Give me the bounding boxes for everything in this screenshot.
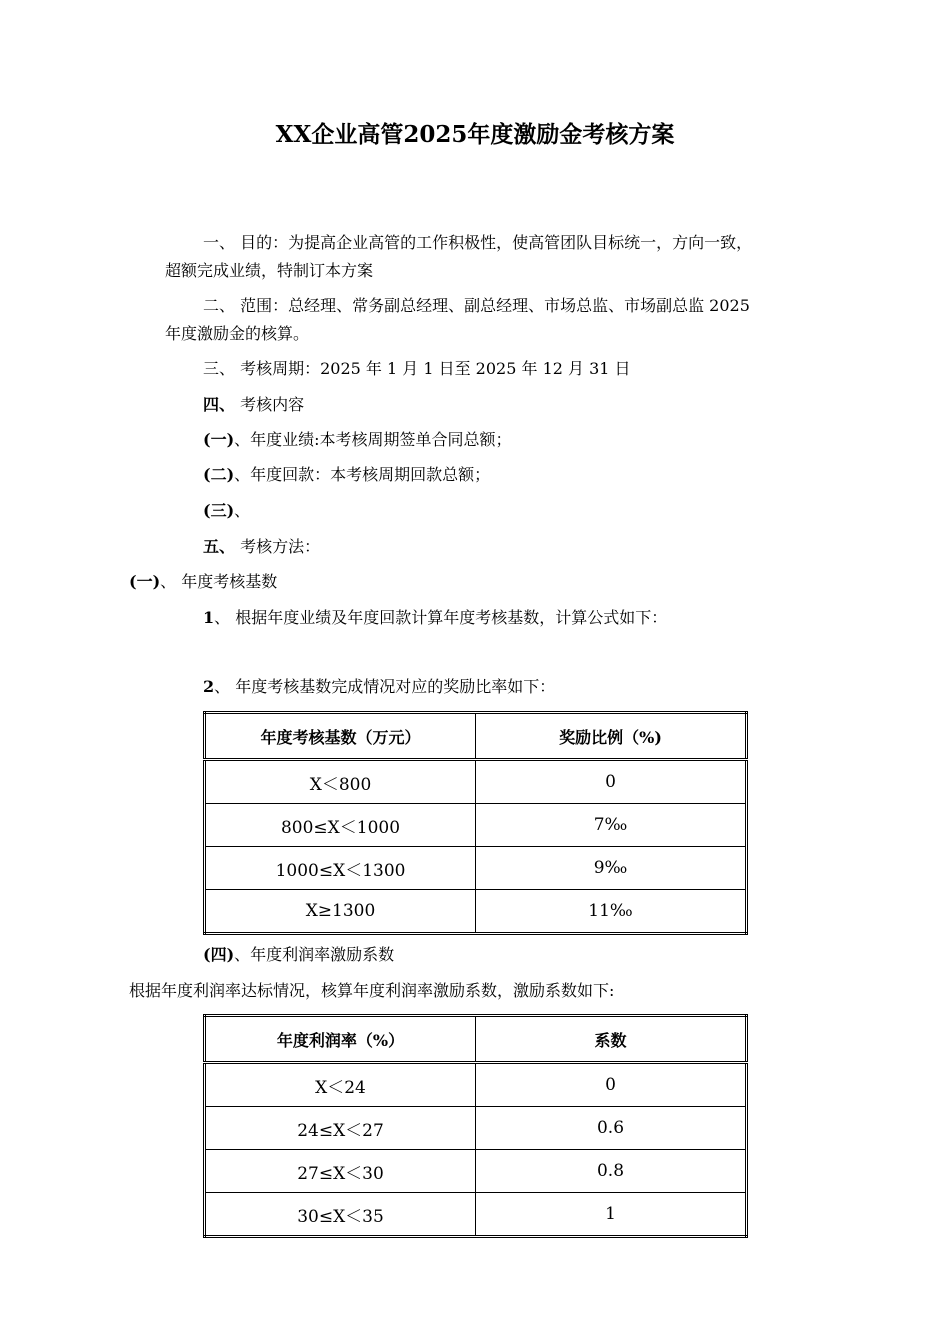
table-cell: 11‰ — [476, 890, 747, 934]
profit-heading — [203, 944, 394, 966]
method-sub-1-number: 1 — [203, 608, 215, 627]
method-item-1-text: 、 年度考核基数 — [160, 572, 278, 591]
method-item-1 — [129, 571, 277, 593]
method-item-1-number: (一) — [129, 572, 161, 591]
table-header-row — [205, 1016, 747, 1063]
scope-line-1: 二、 范围：总经理、常务副总经理、副总经理、市场总监、市场副总监 2025 — [203, 296, 750, 315]
content-heading-text: 考核内容 — [235, 395, 305, 414]
table-header-cell: 年度考核基数（万元） — [205, 713, 476, 760]
table-cell: 24≤X＜27 — [205, 1107, 476, 1150]
table-cell: X＜800 — [205, 760, 476, 804]
table-cell: 0 — [476, 760, 747, 804]
table-cell: 30≤X＜35 — [205, 1193, 476, 1237]
method-sub-2-number: 2 — [203, 677, 215, 696]
table-cell: 0.8 — [476, 1150, 747, 1193]
content-heading — [203, 394, 304, 416]
table-cell: 7‰ — [476, 804, 747, 847]
document-title: XX企业高管2025年度激励金考核方案 — [275, 121, 675, 148]
content-item-3 — [203, 500, 250, 522]
table-cell: X≥1300 — [205, 890, 476, 934]
table-cell: 0.6 — [476, 1107, 747, 1150]
period-line: 三、 考核周期：2025 年 1 月 1 日至 2025 年 12 月 31 日 — [203, 359, 631, 378]
profit-heading-text: 、年度利润率激励系数 — [234, 945, 395, 964]
content-item-3-text: 、 — [234, 501, 251, 520]
content-item-2-number: (二) — [203, 465, 235, 484]
purpose-line-2: 超额完成业绩，特制订本方案 — [165, 261, 374, 280]
content-heading-number: 四、 — [203, 395, 236, 414]
table-row — [205, 847, 747, 890]
table-header-cell: 年度利润率（%） — [205, 1016, 476, 1063]
table-header-cell: 系数 — [476, 1016, 747, 1063]
content-item-3-number: (三) — [203, 501, 235, 520]
table-header-cell: 奖励比例（%) — [476, 713, 747, 760]
profit-heading-number: (四) — [203, 945, 235, 964]
content-item-2 — [203, 464, 490, 486]
table-row — [205, 1063, 747, 1107]
content-item-2-text: 、年度回款：本考核周期回款总额； — [234, 465, 491, 484]
table-row — [205, 1150, 747, 1193]
table-row — [205, 1107, 747, 1150]
method-heading-text: 考核方法： — [235, 537, 321, 556]
purpose-line-1: 一、 目的：为提高企业高管的工作积极性，使高管团队目标统一，方向一致， — [203, 233, 753, 252]
reward-ratio-table — [203, 711, 748, 935]
method-heading-number: 五、 — [203, 537, 236, 556]
table-header-row — [205, 713, 747, 760]
method-sub-1 — [203, 607, 667, 629]
table-row — [205, 890, 747, 934]
table-cell: 9‰ — [476, 847, 747, 890]
table-cell: 1 — [476, 1193, 747, 1237]
content-item-1-number: (一) — [203, 430, 235, 449]
profit-description: 根据年度利润率达标情况，核算年度利润率激励系数，激励系数如下: — [129, 981, 615, 1000]
table-cell: 0 — [476, 1063, 747, 1107]
table-row — [205, 1193, 747, 1237]
table-row — [205, 760, 747, 804]
table-row — [205, 804, 747, 847]
profit-coefficient-table — [203, 1014, 748, 1238]
content-item-1-text: 、年度业绩:本考核周期签单合同总额； — [234, 430, 512, 449]
scope-line-2: 年度激励金的核算。 — [165, 324, 310, 343]
method-heading — [203, 536, 320, 558]
method-sub-1-text: 、 根据年度业绩及年度回款计算年度考核基数，计算公式如下： — [214, 608, 668, 627]
method-sub-2 — [203, 676, 555, 698]
method-sub-2-text: 、 年度考核基数完成情况对应的奖励比率如下： — [214, 677, 556, 696]
table-cell: 1000≤X＜1300 — [205, 847, 476, 890]
table-cell: 27≤X＜30 — [205, 1150, 476, 1193]
table-cell: X＜24 — [205, 1063, 476, 1107]
table-cell: 800≤X＜1000 — [205, 804, 476, 847]
content-item-1 — [203, 429, 512, 451]
